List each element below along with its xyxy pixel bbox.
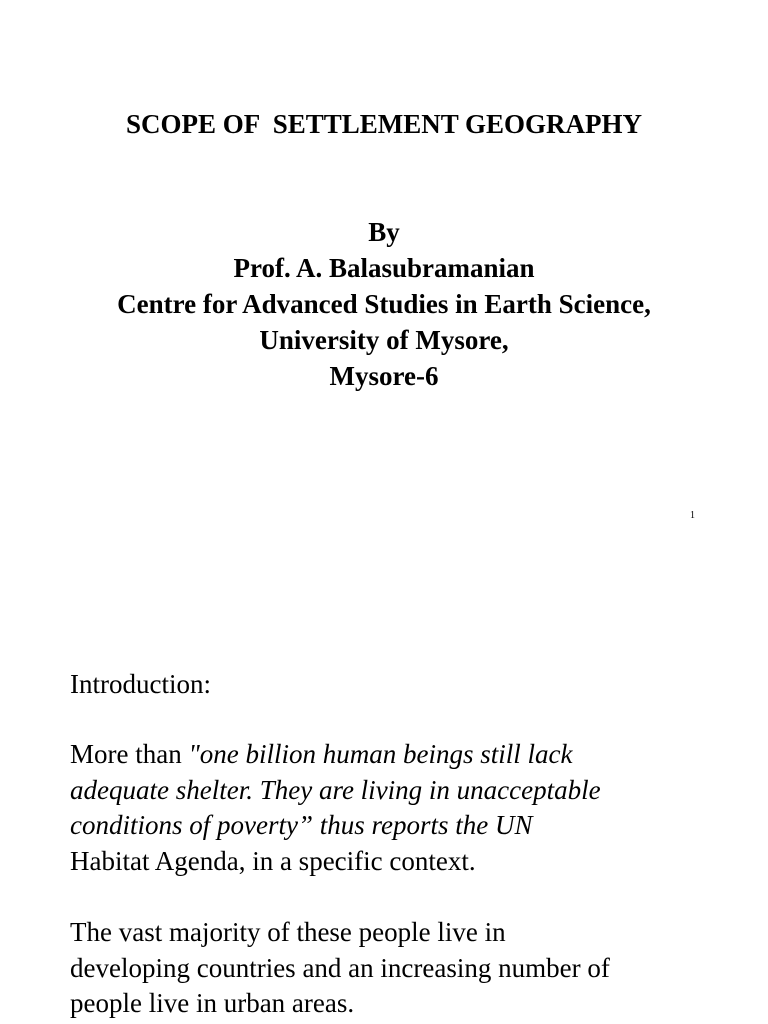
affiliation-line-3: Mysore-6 [329, 361, 439, 391]
para1-line-1 [70, 737, 730, 773]
by-label: By [368, 217, 400, 247]
para1-quote-line-3: conditions of poverty” thus reports the UN [70, 810, 533, 840]
para1-quote-line-1: "one billion human beings still lack [188, 739, 573, 769]
section-heading: Introduction: [70, 669, 211, 699]
affiliation-line-2: University of Mysore, [259, 325, 509, 355]
intro-paragraph-1 [70, 737, 730, 879]
para1-line-4: Habitat Agenda, in a specific context. [70, 845, 476, 876]
page-number: 1 [690, 510, 695, 521]
para2-line-2: developing countries and an increasing number of [70, 952, 610, 983]
para2-line-3: people live in urban areas. [70, 988, 355, 1018]
intro-paragraph-2 [70, 915, 730, 1022]
para1-line-2 [70, 773, 730, 809]
para2-line-1: The vast majority of these people live in [70, 917, 506, 947]
author-name: Prof. A. Balasubramanian [233, 253, 535, 283]
para1-lead: More than [70, 739, 189, 769]
affiliation-line-1: Centre for Advanced Studies in Earth Science, [117, 289, 651, 319]
byline-block [0, 214, 768, 394]
para1-line-3 [70, 808, 730, 844]
page-title: SCOPE OF SETTLEMENT GEOGRAPHY [125, 109, 643, 139]
para1-quote-line-2: adequate shelter. They are living in unacceptable [70, 774, 601, 805]
